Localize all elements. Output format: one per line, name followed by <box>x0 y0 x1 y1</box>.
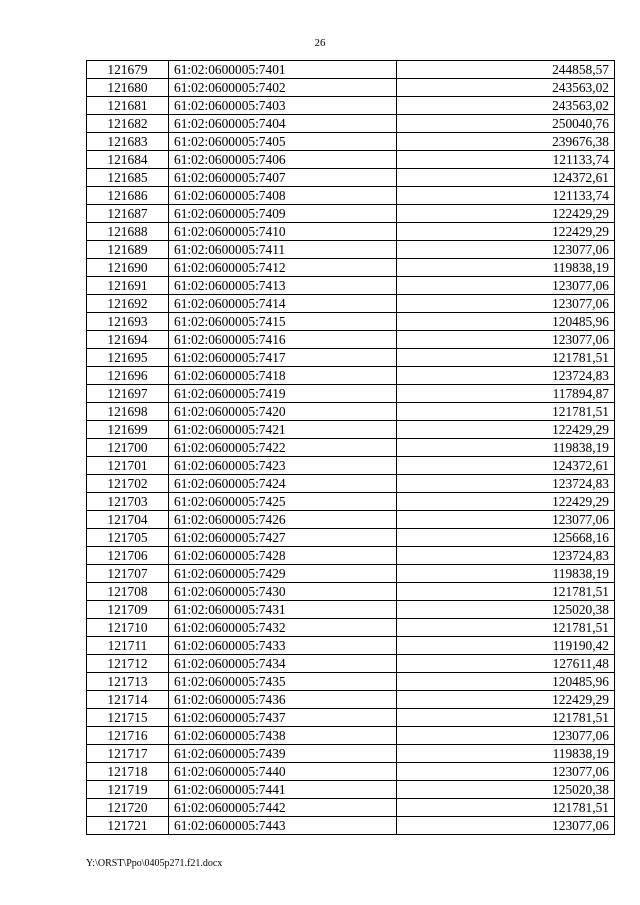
value-cell: 121781,51 <box>397 799 615 817</box>
row-number-cell: 121706 <box>87 547 169 565</box>
row-number-cell: 121712 <box>87 655 169 673</box>
table-row <box>87 385 615 403</box>
table-row <box>87 745 615 763</box>
cadastral-number-cell: 61:02:0600005:7426 <box>169 511 397 529</box>
cadastral-number-cell: 61:02:0600005:7437 <box>169 709 397 727</box>
table-row <box>87 97 615 115</box>
row-number-cell: 121715 <box>87 709 169 727</box>
table-row <box>87 583 615 601</box>
value-cell: 121781,51 <box>397 709 615 727</box>
table-row <box>87 277 615 295</box>
row-number-cell: 121703 <box>87 493 169 511</box>
cadastral-number-cell: 61:02:0600005:7428 <box>169 547 397 565</box>
cadastral-number-cell: 61:02:0600005:7414 <box>169 295 397 313</box>
row-number-cell: 121698 <box>87 403 169 421</box>
cadastral-number-cell: 61:02:0600005:7440 <box>169 763 397 781</box>
row-number-cell: 121701 <box>87 457 169 475</box>
table-row <box>87 223 615 241</box>
value-cell: 122429,29 <box>397 223 615 241</box>
cadastral-number-cell: 61:02:0600005:7443 <box>169 817 397 835</box>
value-cell: 119838,19 <box>397 259 615 277</box>
value-cell: 243563,02 <box>397 79 615 97</box>
table-row <box>87 295 615 313</box>
cadastral-number-cell: 61:02:0600005:7416 <box>169 331 397 349</box>
value-cell: 125020,38 <box>397 781 615 799</box>
row-number-cell: 121679 <box>87 61 169 79</box>
value-cell: 243563,02 <box>397 97 615 115</box>
cadastral-number-cell: 61:02:0600005:7410 <box>169 223 397 241</box>
value-cell: 120485,96 <box>397 313 615 331</box>
value-cell: 124372,61 <box>397 169 615 187</box>
cadastral-number-cell: 61:02:0600005:7412 <box>169 259 397 277</box>
row-number-cell: 121689 <box>87 241 169 259</box>
cadastral-number-cell: 61:02:0600005:7441 <box>169 781 397 799</box>
table-row <box>87 241 615 259</box>
value-cell: 119838,19 <box>397 565 615 583</box>
row-number-cell: 121710 <box>87 619 169 637</box>
cadastral-number-cell: 61:02:0600005:7406 <box>169 151 397 169</box>
table-row <box>87 403 615 421</box>
row-number-cell: 121707 <box>87 565 169 583</box>
table-row <box>87 115 615 133</box>
table-row <box>87 799 615 817</box>
cadastral-number-cell: 61:02:0600005:7436 <box>169 691 397 709</box>
value-cell: 119190,42 <box>397 637 615 655</box>
cadastral-number-cell: 61:02:0600005:7432 <box>169 619 397 637</box>
row-number-cell: 121685 <box>87 169 169 187</box>
table-row <box>87 601 615 619</box>
table-row <box>87 421 615 439</box>
value-cell: 123077,06 <box>397 241 615 259</box>
table-row <box>87 493 615 511</box>
table-row <box>87 619 615 637</box>
value-cell: 123077,06 <box>397 763 615 781</box>
value-cell: 121781,51 <box>397 619 615 637</box>
cadastral-number-cell: 61:02:0600005:7430 <box>169 583 397 601</box>
cadastral-number-cell: 61:02:0600005:7422 <box>169 439 397 457</box>
value-cell: 123077,06 <box>397 277 615 295</box>
cadastral-number-cell: 61:02:0600005:7421 <box>169 421 397 439</box>
value-cell: 127611,48 <box>397 655 615 673</box>
table-row <box>87 547 615 565</box>
table-row <box>87 727 615 745</box>
table-row <box>87 781 615 799</box>
table-row <box>87 529 615 547</box>
cadastral-number-cell: 61:02:0600005:7419 <box>169 385 397 403</box>
table-body <box>87 61 615 835</box>
value-cell: 123724,83 <box>397 367 615 385</box>
table-row <box>87 169 615 187</box>
table-row <box>87 691 615 709</box>
table-row <box>87 61 615 79</box>
row-number-cell: 121684 <box>87 151 169 169</box>
table-row <box>87 565 615 583</box>
cadastral-number-cell: 61:02:0600005:7409 <box>169 205 397 223</box>
row-number-cell: 121717 <box>87 745 169 763</box>
table-row <box>87 439 615 457</box>
row-number-cell: 121711 <box>87 637 169 655</box>
document-file-path: Y:\ORST\Ppo\0405p271.f21.docx <box>86 858 223 869</box>
value-cell: 122429,29 <box>397 691 615 709</box>
value-cell: 124372,61 <box>397 457 615 475</box>
row-number-cell: 121702 <box>87 475 169 493</box>
cadastral-number-cell: 61:02:0600005:7442 <box>169 799 397 817</box>
row-number-cell: 121716 <box>87 727 169 745</box>
table-row <box>87 655 615 673</box>
row-number-cell: 121697 <box>87 385 169 403</box>
value-cell: 250040,76 <box>397 115 615 133</box>
row-number-cell: 121718 <box>87 763 169 781</box>
row-number-cell: 121691 <box>87 277 169 295</box>
cadastral-number-cell: 61:02:0600005:7431 <box>169 601 397 619</box>
row-number-cell: 121690 <box>87 259 169 277</box>
page-number: 26 <box>314 37 326 49</box>
table-row <box>87 151 615 169</box>
cadastral-number-cell: 61:02:0600005:7401 <box>169 61 397 79</box>
cadastral-number-cell: 61:02:0600005:7403 <box>169 97 397 115</box>
cadastral-table <box>86 60 615 835</box>
row-number-cell: 121692 <box>87 295 169 313</box>
value-cell: 120485,96 <box>397 673 615 691</box>
value-cell: 239676,38 <box>397 133 615 151</box>
table-row <box>87 79 615 97</box>
cadastral-number-cell: 61:02:0600005:7415 <box>169 313 397 331</box>
value-cell: 125020,38 <box>397 601 615 619</box>
row-number-cell: 121721 <box>87 817 169 835</box>
cadastral-number-cell: 61:02:0600005:7429 <box>169 565 397 583</box>
cadastral-number-cell: 61:02:0600005:7413 <box>169 277 397 295</box>
table-row <box>87 673 615 691</box>
table-row <box>87 637 615 655</box>
row-number-cell: 121714 <box>87 691 169 709</box>
cadastral-number-cell: 61:02:0600005:7435 <box>169 673 397 691</box>
table-row <box>87 763 615 781</box>
table-row <box>87 511 615 529</box>
cadastral-number-cell: 61:02:0600005:7417 <box>169 349 397 367</box>
table-row <box>87 367 615 385</box>
row-number-cell: 121686 <box>87 187 169 205</box>
row-number-cell: 121680 <box>87 79 169 97</box>
cadastral-number-cell: 61:02:0600005:7405 <box>169 133 397 151</box>
value-cell: 244858,57 <box>397 61 615 79</box>
row-number-cell: 121705 <box>87 529 169 547</box>
row-number-cell: 121687 <box>87 205 169 223</box>
row-number-cell: 121696 <box>87 367 169 385</box>
cadastral-number-cell: 61:02:0600005:7424 <box>169 475 397 493</box>
value-cell: 122429,29 <box>397 205 615 223</box>
value-cell: 123077,06 <box>397 295 615 313</box>
table-row <box>87 331 615 349</box>
row-number-cell: 121713 <box>87 673 169 691</box>
cadastral-number-cell: 61:02:0600005:7411 <box>169 241 397 259</box>
table-row <box>87 133 615 151</box>
value-cell: 123077,06 <box>397 727 615 745</box>
cadastral-number-cell: 61:02:0600005:7402 <box>169 79 397 97</box>
value-cell: 121781,51 <box>397 583 615 601</box>
value-cell: 123077,06 <box>397 331 615 349</box>
cadastral-number-cell: 61:02:0600005:7423 <box>169 457 397 475</box>
table-row <box>87 709 615 727</box>
value-cell: 123724,83 <box>397 475 615 493</box>
value-cell: 122429,29 <box>397 421 615 439</box>
cadastral-number-cell: 61:02:0600005:7438 <box>169 727 397 745</box>
row-number-cell: 121695 <box>87 349 169 367</box>
row-number-cell: 121720 <box>87 799 169 817</box>
cadastral-number-cell: 61:02:0600005:7439 <box>169 745 397 763</box>
table-row <box>87 205 615 223</box>
row-number-cell: 121704 <box>87 511 169 529</box>
value-cell: 121133,74 <box>397 151 615 169</box>
row-number-cell: 121681 <box>87 97 169 115</box>
row-number-cell: 121700 <box>87 439 169 457</box>
cadastral-number-cell: 61:02:0600005:7425 <box>169 493 397 511</box>
row-number-cell: 121688 <box>87 223 169 241</box>
value-cell: 123077,06 <box>397 817 615 835</box>
cadastral-number-cell: 61:02:0600005:7434 <box>169 655 397 673</box>
value-cell: 121781,51 <box>397 403 615 421</box>
cadastral-number-cell: 61:02:0600005:7433 <box>169 637 397 655</box>
cadastral-number-cell: 61:02:0600005:7418 <box>169 367 397 385</box>
row-number-cell: 121719 <box>87 781 169 799</box>
table-row <box>87 817 615 835</box>
row-number-cell: 121694 <box>87 331 169 349</box>
row-number-cell: 121683 <box>87 133 169 151</box>
row-number-cell: 121709 <box>87 601 169 619</box>
row-number-cell: 121699 <box>87 421 169 439</box>
table-row <box>87 259 615 277</box>
value-cell: 125668,16 <box>397 529 615 547</box>
value-cell: 122429,29 <box>397 493 615 511</box>
row-number-cell: 121682 <box>87 115 169 133</box>
table-row <box>87 187 615 205</box>
value-cell: 121781,51 <box>397 349 615 367</box>
row-number-cell: 121693 <box>87 313 169 331</box>
table-row <box>87 313 615 331</box>
cadastral-number-cell: 61:02:0600005:7420 <box>169 403 397 421</box>
table-row <box>87 475 615 493</box>
table-row <box>87 457 615 475</box>
cadastral-number-cell: 61:02:0600005:7427 <box>169 529 397 547</box>
value-cell: 121133,74 <box>397 187 615 205</box>
cadastral-number-cell: 61:02:0600005:7407 <box>169 169 397 187</box>
cadastral-number-cell: 61:02:0600005:7408 <box>169 187 397 205</box>
value-cell: 117894,87 <box>397 385 615 403</box>
cadastral-number-cell: 61:02:0600005:7404 <box>169 115 397 133</box>
value-cell: 123077,06 <box>397 511 615 529</box>
table-row <box>87 349 615 367</box>
value-cell: 119838,19 <box>397 745 615 763</box>
value-cell: 123724,83 <box>397 547 615 565</box>
value-cell: 119838,19 <box>397 439 615 457</box>
row-number-cell: 121708 <box>87 583 169 601</box>
